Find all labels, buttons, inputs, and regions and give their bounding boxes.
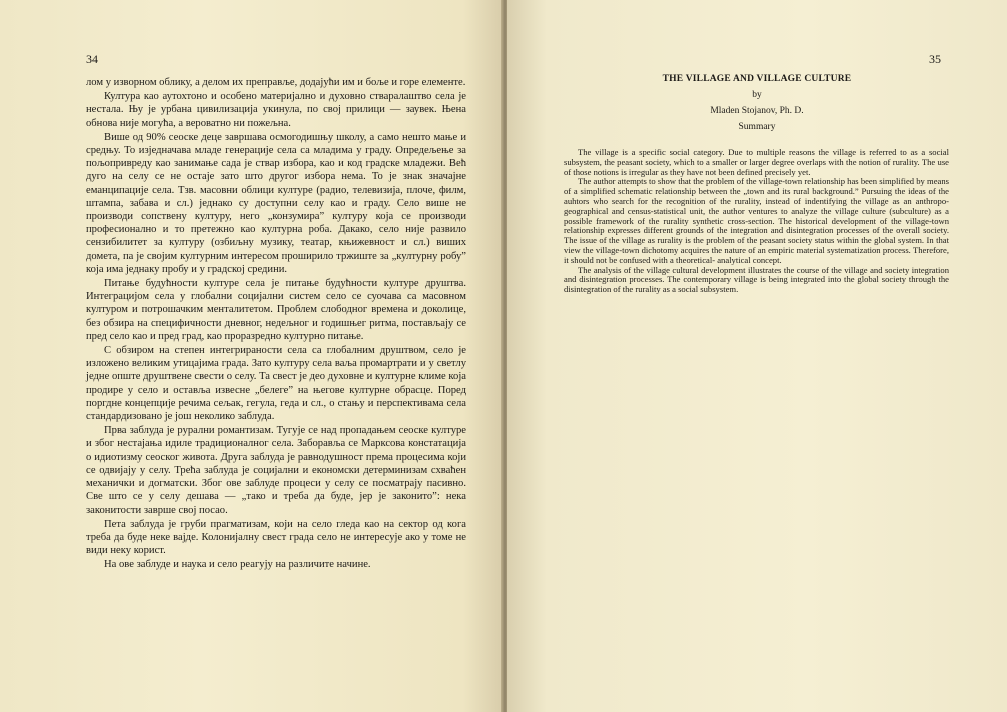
left-paragraph-8: На ове заблуде и наука и село реагују на различите начине. [104, 559, 371, 571]
left-page-number: 34 [86, 52, 98, 66]
left-paragraph-4: Питање будућности културе села је питање будућности културе друштва. Интеграцијом села у глобални социјални систем село се суочава са масовном културом и потрошачким менталитетом. Проблем слободног времена и доколице, без обзира на специфичности дневног, недељног и годишњег ритма, постављају се пред село као и пред град, као проразредно културно питање. [86, 278, 466, 342]
summary-title: THE VILLAGE AND VILLAGE CULTURE [662, 74, 852, 84]
summary-body [564, 148, 949, 295]
left-paragraph-7: Пета заблуда је груби прагматизам, који на село гледа као на сектор од кога треба да буде неке вајде. Колонијалну свест града село не интересује ако у томе не види неку корист. [86, 518, 466, 557]
right-page [507, 0, 1007, 712]
summary-by: by [752, 90, 762, 100]
left-paragraph-5: С обзиром на степен интегрираности села са глобалним друштвом, село је изложено великим утицајима града. Зато културу села ваља промартрати и у светлу једне опште друштвене свести о селу. Та свест је део духовне и културне климе која продире у село и оставља извесне „белеге” на његове културне обрасце. Поред поргдне концепције речима сељак, гегула, геда и сл., о стању и перспективама села стандардизовано је још неколико заблуда. [86, 345, 466, 423]
summary-author: Mladen Stojanov, Ph. D. [710, 106, 804, 116]
summary-paragraph-2: The author attempts to show that the problem of the village-town relationship has been simplified by means of a simplified schematic relationship between the „town and its rural background.” Pursuing the ideas of the auhtors who search for the recognition of the rurality, instead of indentifying the village as an anthropo-geographical and census-statistical unit, the author ventures to analyze the village culture (subculture) as a possible framework of the rurality synthetic cross-section. The historical development of the village-town relationship expresses different grounds of the integration and disintegration processes of the overall society. The issue of the village as rurality is the problem of the peasant society status within the global system. In that view the village-town dichotomy acquires the nature of an empiric material systematization process. Therefore, it should not be confused with a theoretical- analytical concept. [564, 176, 949, 265]
left-paragraph-1: лом у изворном облику, а делом их преправље, додајући им и боље и горе елементе. [86, 77, 466, 88]
summary-heading: Summary [738, 122, 776, 132]
left-page [0, 0, 503, 712]
summary-paragraph-3: The analysis of the village cultural development illustrates the course of the village and society integration and disintegration processes. The contemporary village is being integrated into the global society through the disintegration of the rurality as a social subsystem. [564, 264, 949, 295]
left-page-body [86, 76, 466, 573]
left-paragraph-6: Прва заблуда је рурални романтизам. Тугује се над пропадањем сеоске културе и због нестајања идиле традиционалног села. Заборавља се Марксова констатација о идиотизму сеоског живота. Друга заблуда је равнодушност према процесима који се одвијају у селу. Трећа заблуда је социјални и економски детерминизам схваћен механички и догматски. Због ове заблуде процеси у селу се посматрају пасивно. Све што се у селу дешава — „тако и треба да буде, јер је законито”: нека законитости заврше свој посао. [86, 425, 466, 516]
summary-paragraph-1: The village is a specific social category. Due to multiple reasons the village is referred to as a social subsystem, the peasant society, which to a smaller or larger degree overlaps with the notion of rurality. The use of those notions is irregular as they have not been defined precisely yet. [564, 147, 949, 177]
right-page-number: 35 [929, 52, 941, 66]
left-paragraph-3: Више од 90% сеоске деце завршава осмогодишњу школу, а само нешто мање и средњу. То изједначава младе генерације села са младима у граду. Опредељење за пољопривреду као занимање сада је ствар избора, као и код градске младежи. Већ дуго на селу се не остаје зато што другог избора нема. То је знак значајне еманципације села. Тзв. масовни облици културе (радио, телевизија, плоче, филм, штампа, забава и сл.) једнако су доступни селу као и граду. Село више не производи сопствену културу, него „конзумира” културу која се производи професионално и то претежно као културна роба. Дакако, село није развило сензибилитет за културу (озбиљну музику, театар, књижевност и сл.) виших домета, па је својим културним интересом проширило тржиште за „културну робу” која има једнаку пробу и у градској средини. [86, 131, 466, 275]
left-paragraph-2: Култура као аутохтоно и особено материјално и духовно стваралаштво села је нестала. Њу је урбана цивилизација укинула, по свој прилици — заувек. Њена обнова није могућа, а вероватно ни пожељна. [86, 91, 466, 129]
summary-header [507, 74, 1007, 132]
